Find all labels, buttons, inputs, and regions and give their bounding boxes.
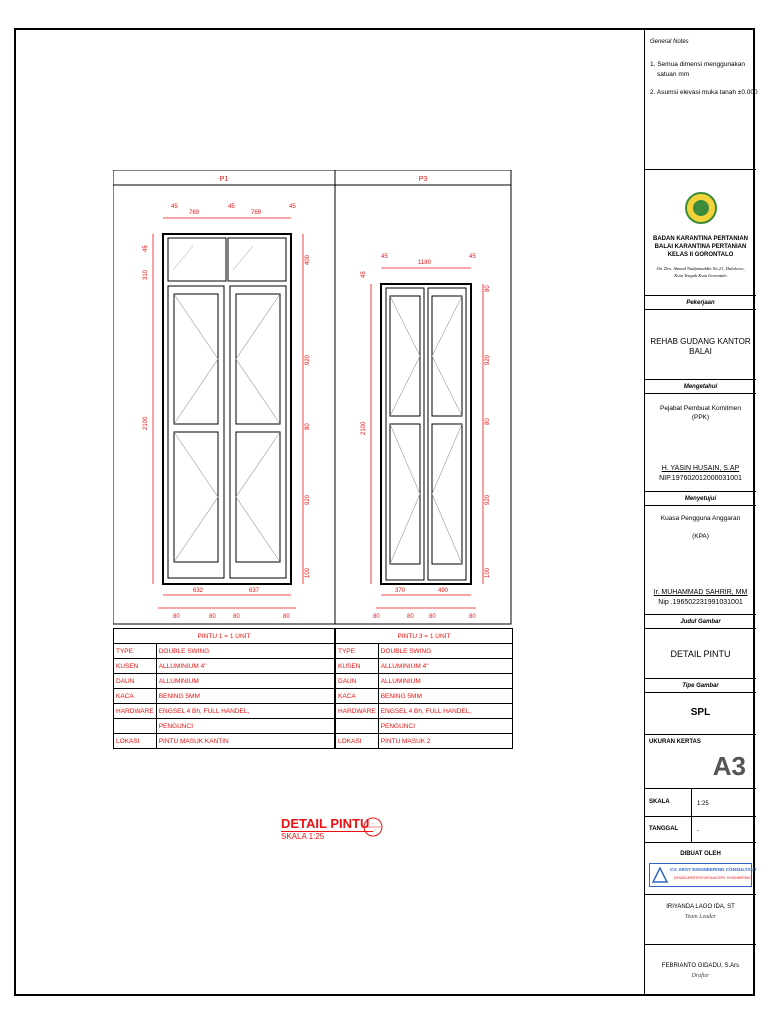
notes-section: General Notes 1. Semua dimensi menggunakan satuan mm 2. Asumsi elevasi muka tanah ±0.000 (645, 30, 756, 170)
svg-text:45: 45 (381, 254, 388, 260)
company-logo: CV. ARSY ENGINEERING CONSULTANT DESAIN ARSITEKTUR DAN SIPIL ENGINEERING (649, 863, 752, 887)
svg-text:400: 400 (305, 254, 311, 265)
caption-title: DETAIL PINTU (281, 816, 370, 831)
section-marker-icon (362, 816, 384, 860)
p1-door (163, 234, 291, 584)
p1-title: P1 (219, 176, 229, 183)
svg-text:80: 80 (173, 614, 180, 620)
svg-text:45: 45 (171, 204, 178, 210)
drafter-section: FEBRIANTO GIDADU, S.Ars Drafter (661, 963, 740, 979)
tipe-section: SPL (645, 693, 756, 735)
svg-text:769: 769 (251, 210, 262, 216)
agency-logo-icon (685, 192, 717, 224)
svg-text:45: 45 (289, 204, 296, 210)
ukuran-section: UKURAN KERTAS A3 (645, 735, 756, 789)
svg-text:920: 920 (305, 494, 311, 505)
spec1-title: PINTU 1 = 1 UNIT (114, 629, 335, 644)
caption-scale: SKALA 1:25 (281, 831, 373, 841)
spec-table-p3: PINTU 3 = 1 UNIT TYPE DOUBLE SWING KUSEN ALLUMINIUM 4" DAUN ALLUMINIUM KACA BENING 5MM HARDWARE ENGSEL 4 Bh, FULL HANDEL, PENGUNCI LOKASI PINTU MASUK 2 (335, 628, 513, 749)
menyetujui-section: Kuasa Pengguna Anggaran (KPA) Ir. MUHAMMAD SAHRIR, MM Nip .196502231991031001 (645, 506, 756, 615)
svg-text:1180: 1180 (418, 260, 431, 266)
svg-text:80: 80 (485, 285, 491, 292)
svg-text:45: 45 (361, 271, 367, 278)
svg-text:637: 637 (249, 588, 260, 594)
svg-text:2100: 2100 (361, 421, 367, 435)
svg-text:370: 370 (395, 588, 406, 594)
pekerjaan-section: REHAB GUDANG KANTOR BALAI (645, 310, 756, 380)
mengetahui-label: Mengetahui (645, 380, 756, 394)
svg-text:80: 80 (429, 614, 436, 620)
agency-section: BADAN KARANTINA PERTANIAN BALAI KARANTINA PERTANIAN KELAS II GORONTALO Jln. Drs. Ahmad Nadjamuddin No.21, Dulalowo, Kota Tengah Kota Gorontalo (645, 170, 756, 296)
menyetujui-label: Menyetujui (645, 492, 756, 506)
svg-text:310: 310 (143, 269, 149, 280)
p3-door (381, 284, 471, 584)
judul-label: Judul Gambar (645, 615, 756, 629)
svg-text:80: 80 (283, 614, 290, 620)
skala-section: SKALA 1:25 (645, 789, 756, 817)
judul-section (645, 629, 756, 679)
tipe-label: Tipe Gambar (645, 679, 756, 693)
door-drawing (113, 170, 513, 625)
svg-text:769: 769 (189, 210, 200, 216)
mengetahui-section: Pejabat Pembuat Komitmen (PPK) H. YASIN HUSAIN, S.AP NIP.197602012000031001 (645, 394, 756, 492)
svg-text:632: 632 (193, 588, 204, 594)
drawing-caption (281, 816, 373, 841)
dibuat-section: DIBUAT OLEH CV. ARSY ENGINEERING CONSULTANT DESAIN ARSITEKTUR DAN SIPIL ENGINEERING (645, 843, 756, 895)
svg-text:100: 100 (305, 567, 311, 578)
drawing-title: DETAIL PINTU (670, 649, 731, 659)
p3-title: P3 (418, 176, 428, 183)
svg-text:80: 80 (209, 614, 216, 620)
notes-title: General Notes (650, 39, 689, 45)
team-leader-section: IRIYANDA LAGO IDA, ST Team Leader (645, 895, 756, 945)
svg-text:80: 80 (233, 614, 240, 620)
svg-text:80: 80 (469, 614, 476, 620)
tanggal-section: TANGGAL - (645, 817, 756, 843)
svg-text:-: - (372, 821, 374, 827)
pekerjaan-label: Pekerjaan (645, 296, 756, 310)
spec-table-p1: PINTU 1 = 1 UNIT TYPE DOUBLE SWING KUSEN ALLUMINIUM 4" DAUN ALLUMINIUM KACA BENING 5MM HARDWARE ENGSEL 4 Bh, FULL HANDEL, PENGUNCI LOKASI PINTU MASUK KANTIN (113, 628, 335, 749)
svg-text:80: 80 (485, 418, 491, 425)
spec2-title: PINTU 3 = 1 UNIT (336, 629, 513, 644)
title-block (644, 30, 758, 994)
svg-text:80: 80 (407, 614, 414, 620)
svg-text:100: 100 (485, 567, 491, 578)
svg-text:80: 80 (373, 614, 380, 620)
svg-text:920: 920 (305, 354, 311, 365)
svg-text:2100: 2100 (143, 416, 149, 430)
company-emblem-icon (652, 867, 668, 883)
svg-text:80: 80 (305, 423, 311, 430)
drawing-sheet (14, 28, 758, 996)
svg-text:45: 45 (143, 245, 149, 252)
svg-text:920: 920 (485, 494, 491, 505)
svg-text:490: 490 (438, 588, 449, 594)
svg-text:45: 45 (228, 204, 235, 210)
svg-text:920: 920 (485, 354, 491, 365)
svg-text:45: 45 (469, 254, 476, 260)
